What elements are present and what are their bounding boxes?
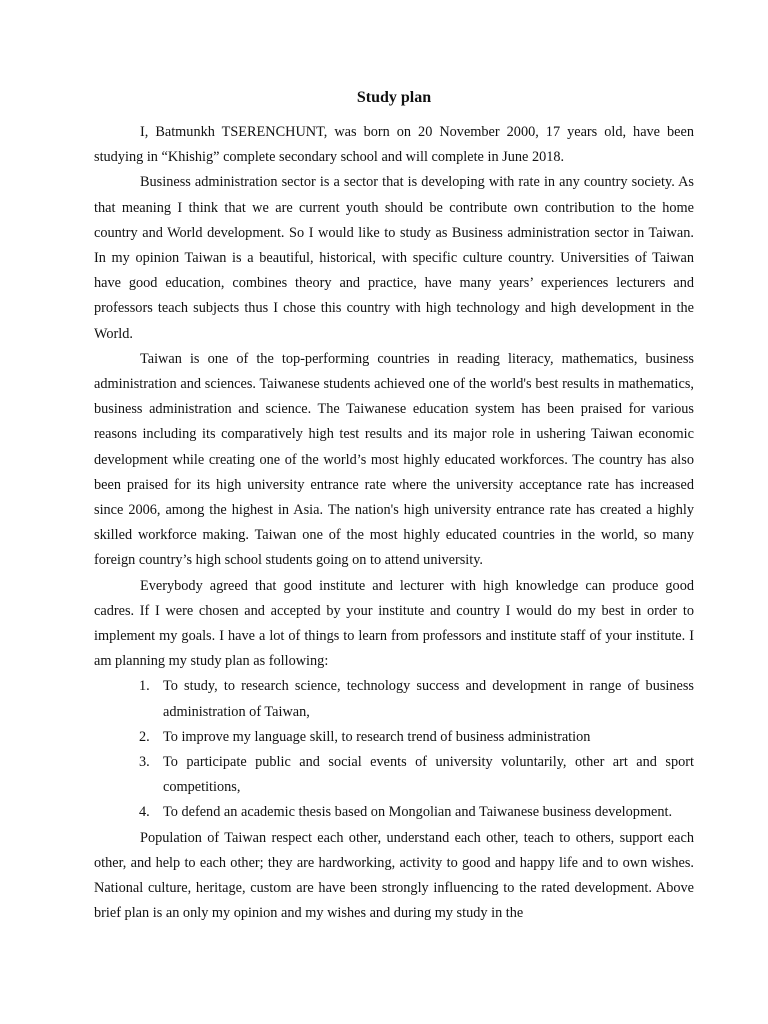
study-plan-list: [94, 674, 694, 825]
list-item-text: To study, to research science, technology success and development in range of business administration of Taiwan,: [163, 678, 694, 720]
list-item-text: To participate public and social events of university voluntarily, other art and sport competitions,: [163, 754, 694, 796]
document-body: [94, 120, 694, 927]
list-item-number: 1.: [139, 678, 150, 695]
list-item: [139, 750, 694, 800]
list-item-number: 3.: [139, 754, 150, 771]
page-title: Study plan: [356, 89, 432, 106]
paragraph-business-administration: Business administration sector is a sector that is developing with rate in any country society. As that meaning I think that we are current youth should be contribute own contribution to the home country and World development. So I would like to study as Business administration sector in Taiwan. In my opinion Taiwan is a beautiful, historical, with specific culture country. Universities of Taiwan have good education, combines theory and practice, have many years’ experiences lecturers and professors teach subjects thus I chose this country with high technology and high development in the World.: [94, 174, 694, 342]
paragraph-closing: Population of Taiwan respect each other, understand each other, teach to others, support each other, and help to each other; they are hardworking, activity to good and happy life and to own wishes. National culture, heritage, custom are have been strongly influencing to the rated development. Above brief plan is an only my opinion and my wishes and during my study in the: [94, 829, 694, 922]
paragraph-goals: Everybody agreed that good institute and lecturer with high knowledge can produce good cadres. If I were chosen and accepted by your institute and country I would do my best in order to implement my goals. I have a lot of things to learn from professors and institute staff of your institute. I am planning my study plan as following:: [94, 577, 694, 670]
paragraph-introduction: I, Batmunkh TSERENCHUNT, was born on 20 November 2000, 17 years old, have been studying in “Khishig” complete secondary school and will complete in June 2018.: [94, 124, 694, 166]
list-item-text: To defend an academic thesis based on Mongolian and Taiwanese business development.: [163, 804, 673, 821]
list-item-number: 2.: [139, 728, 150, 745]
list-item-number: 4.: [139, 804, 150, 821]
list-item: [139, 674, 694, 724]
paragraph-taiwan-education: Taiwan is one of the top-performing countries in reading literacy, mathematics, business administration and sciences. Taiwanese students achieved one of the world's best results in mathematics, business administration and science. The Taiwanese education system has been praised for various reasons including its comparatively high test results and its major role in ushering Taiwan economic development while creating one of the world’s most highly educated workforces. The country has also been praised for its high university entrance rate where the university acceptance rate has increased since 2006, among the highest in Asia. The nation's high university entrance rate has created a highly skilled workforce making. Taiwan one of the most highly educated countries in the world, so many foreign country’s high school students going on to attend university.: [94, 350, 694, 569]
list-item: [139, 800, 694, 825]
list-item-text: To improve my language skill, to research trend of business administration: [163, 728, 591, 745]
list-item: [139, 725, 694, 750]
